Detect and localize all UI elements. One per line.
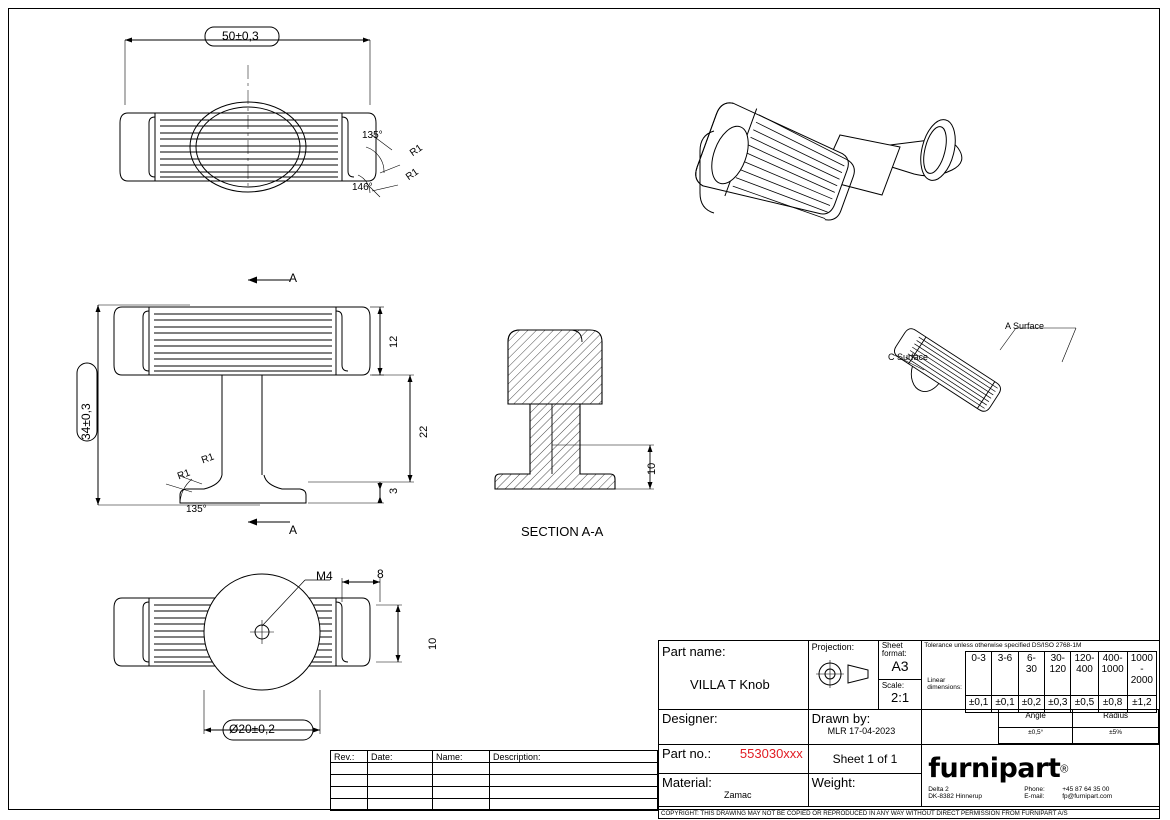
tol-value: ±1,2 — [1127, 695, 1156, 712]
front-view-drawing — [80, 270, 480, 550]
address-line-2: DK-8382 Hinnerup — [928, 793, 983, 800]
tol-value: ±0,1 — [965, 695, 991, 712]
rev-cell — [433, 787, 490, 799]
rev-cell — [490, 787, 658, 799]
rev-cell — [331, 763, 368, 775]
email-value: fp@furnipart.com — [1062, 793, 1113, 800]
rev-header-rev: Rev.: — [331, 751, 368, 763]
part-no-label: Part no.: — [662, 746, 712, 761]
rev-cell — [331, 799, 368, 811]
projection-symbol-icon — [812, 652, 874, 694]
rev-cell — [368, 787, 433, 799]
tol-value: ±0,3 — [1045, 695, 1071, 712]
sheet-format-label: Sheet format: — [881, 641, 907, 658]
drawn-by-label: Drawn by: — [811, 711, 871, 726]
cell-drawn-by — [808, 710, 922, 745]
radius-label: Radius — [1073, 710, 1159, 728]
tol-value: ±0,8 — [1098, 695, 1127, 712]
cell-angle-radius — [922, 710, 1160, 745]
dim-12: 12 — [388, 335, 400, 348]
material-value: Zamac — [724, 790, 752, 800]
dim-m4: M4 — [316, 569, 333, 583]
designer-label: Designer: — [662, 711, 718, 726]
dim-front-height: 34±0,3 — [79, 403, 93, 440]
part-name-value: VILLA T Knob — [690, 677, 770, 692]
rev-cell — [433, 775, 490, 787]
angle-value: ±0,5° — [999, 728, 1073, 744]
rev-header-name: Name: — [433, 751, 490, 763]
dim-r1-top-b: R1 — [404, 166, 421, 184]
section-title: SECTION A-A — [521, 524, 604, 539]
cell-scale — [878, 679, 921, 709]
dim-22: 22 — [418, 425, 430, 438]
cell-copyright — [659, 807, 1160, 819]
radius-value: ±5% — [1073, 728, 1159, 744]
dim-angle-146-top: 146° — [352, 182, 373, 193]
cell-company-logo — [922, 745, 1160, 807]
surface-callout-view — [880, 320, 1110, 450]
tol-value: ±0,5 — [1071, 695, 1098, 712]
cell-material — [659, 774, 809, 807]
email-label: E-mail: — [1024, 793, 1045, 800]
isometric-view — [690, 95, 1010, 295]
phone-value: +45 87 64 35 00 — [1062, 786, 1110, 793]
rev-cell — [490, 763, 658, 775]
cell-projection — [808, 641, 878, 710]
tol-range: 400-1000 — [1098, 652, 1127, 696]
label-a-surface: A Surface — [1005, 321, 1045, 331]
dim-diameter: Ø20±0,2 — [229, 722, 275, 736]
dim-10-bottom: 10 — [427, 637, 439, 650]
rev-cell — [433, 799, 490, 811]
sheet-format-value: A3 — [891, 658, 909, 674]
linear-label: Linear dimensions: — [927, 677, 962, 691]
part-name-label: Part name: — [662, 644, 726, 659]
rev-cell — [331, 787, 368, 799]
tolerance-title: Tolerance unless otherwise specified DS/ISO 2768-1M — [924, 642, 1082, 649]
rev-cell — [490, 799, 658, 811]
cell-tolerance — [922, 641, 1160, 710]
weight-label: Weight: — [811, 775, 856, 790]
rev-cell — [368, 763, 433, 775]
tol-range: 3-6 — [992, 652, 1018, 696]
revision-table — [330, 750, 658, 810]
dim-3: 3 — [388, 487, 400, 494]
scale-value: 2:1 — [890, 689, 910, 705]
dim-8: 8 — [377, 567, 384, 581]
tol-value: ±0,2 — [1018, 695, 1044, 712]
projection-label: Projection: — [811, 642, 855, 652]
cell-weight — [808, 774, 922, 807]
drawn-by-value: MLR 17-04-2023 — [827, 726, 896, 736]
dim-front-height-frame — [76, 362, 98, 442]
dim-r1-front-a: R1 — [200, 451, 216, 467]
revision-row — [331, 799, 658, 811]
cell-sheet-format — [878, 641, 921, 680]
tol-value: ±0,1 — [992, 695, 1018, 712]
dim-angle-135-top: 135° — [362, 130, 383, 141]
cell-part-no — [659, 745, 809, 774]
rev-header-description: Description: — [490, 751, 658, 763]
dim-r1-front-b: R1 — [176, 467, 192, 483]
rev-cell — [331, 775, 368, 787]
tol-range: 0-3 — [965, 652, 991, 696]
rev-header-date: Date: — [368, 751, 433, 763]
tolerance-range-row — [965, 652, 1156, 696]
tol-range: 6-30 — [1018, 652, 1044, 696]
section-marker-top: A — [289, 271, 298, 285]
material-label: Material: — [662, 775, 712, 790]
dim-section-10: 10 — [646, 462, 658, 475]
cell-designer — [659, 710, 809, 745]
section-aa-drawing — [490, 300, 710, 530]
section-marker-bottom: A — [289, 523, 298, 537]
revision-row — [331, 763, 658, 775]
dim-top-width: 50±0,3 — [222, 29, 259, 43]
tol-range: 1000 - 2000 — [1127, 652, 1156, 696]
dim-angle-135-front: 135° — [186, 504, 207, 515]
rev-cell — [368, 799, 433, 811]
cell-sheet-no — [808, 745, 922, 774]
top-view-drawing — [80, 25, 460, 255]
company-logo: furnipart — [928, 753, 1061, 784]
company-registered-icon: ® — [1060, 763, 1069, 776]
dim-r1-top-a: R1 — [408, 142, 425, 160]
phone-label: Phone: — [1024, 786, 1045, 793]
sheet-no: Sheet 1 of 1 — [832, 752, 898, 766]
revision-header-row — [331, 751, 658, 763]
title-block — [658, 640, 1160, 817]
part-no-value: 553030xxx — [739, 746, 803, 761]
tol-range: 30-120 — [1045, 652, 1071, 696]
rev-cell — [368, 775, 433, 787]
rev-cell — [490, 775, 658, 787]
dim-top-width-frame — [204, 26, 280, 48]
label-c-surface: C Surface — [888, 352, 929, 362]
rev-cell — [433, 763, 490, 775]
revision-row — [331, 787, 658, 799]
tol-range: 120-400 — [1071, 652, 1098, 696]
revision-row — [331, 775, 658, 787]
address-line-1: Delta 2 — [928, 786, 949, 793]
scale-label: Scale: — [881, 680, 905, 690]
copyright-text: COPYRIGHT: THIS DRAWING MAY NOT BE COPIED OR REPRODUCED IN ANY WAY WITHOUT DIRECT PERMISSION FROM FURNIPART A/S — [661, 810, 1068, 817]
dim-diameter-frame — [222, 719, 314, 741]
angle-label: Angle — [999, 710, 1073, 728]
cell-part-name — [659, 641, 809, 710]
